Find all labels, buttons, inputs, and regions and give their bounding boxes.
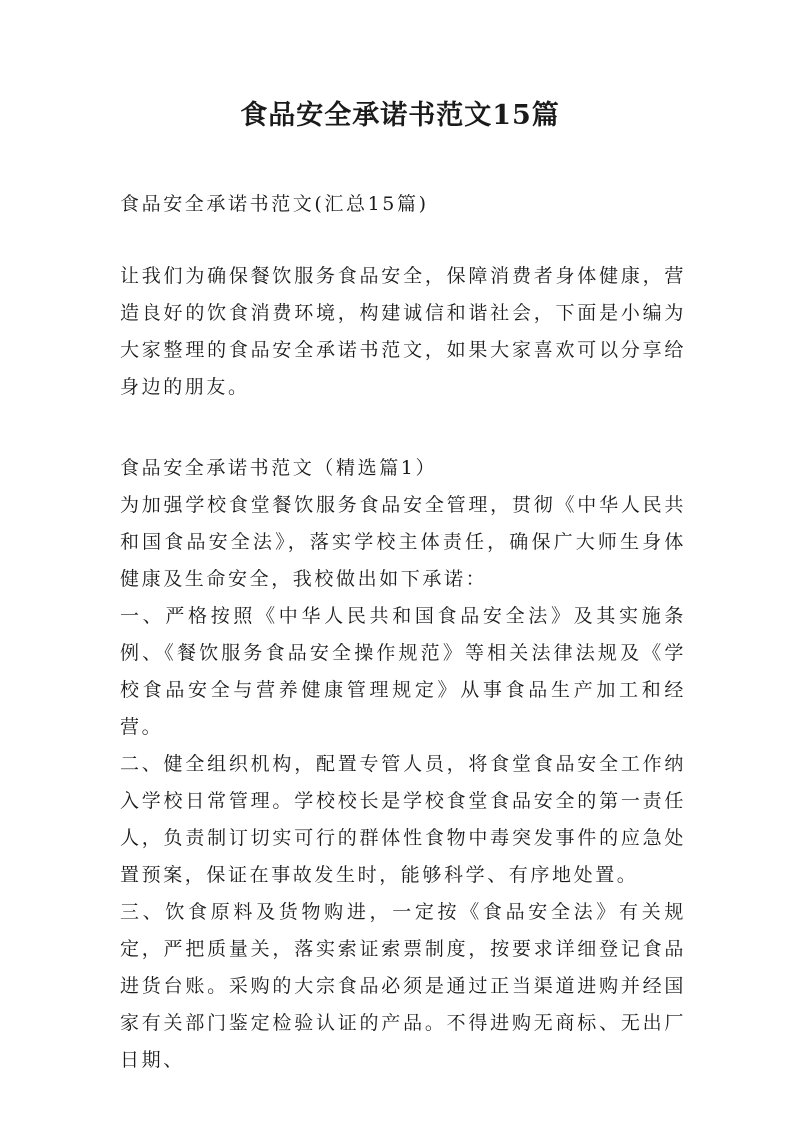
commitment-item-2: 二、健全组织机构，配置专管人员，将食堂食品安全工作纳入学校日常管理。学校校长是学校食堂食品安全的第一责任人，负责制订切实可行的群体性食物中毒突发事件的应急处置预案，保证在事故发生时，能够科学、有序地处置。 xyxy=(120,753,686,886)
document-title: 食品安全承诺书范文15篇 xyxy=(240,100,560,131)
commitment-item-3: 三、饮食原料及货物购进，一定按《食品安全法》有关规定，严把质量关，落实索证索票制度，按要求详细登记食品进货台账。采购的大宗食品必须是通过正当渠道进购并经国家有关部门鉴定检验认证的产品。不得进购无商标、无出厂日期、 xyxy=(120,901,686,1071)
main-section xyxy=(120,450,686,1079)
document-subtitle: 食品安全承诺书范文(汇总15篇) xyxy=(120,193,429,215)
section-heading: 食品安全承诺书范文（精选篇1） xyxy=(120,457,438,479)
intro-paragraph: 让我们为确保餐饮服务食品安全，保障消费者身体健康，营造良好的饮食消费环境，构建诚信和谐社会，下面是小编为大家整理的食品安全承诺书范文，如果大家喜欢可以分享给身边的朋友。 xyxy=(120,265,686,398)
commitment-item-1: 一、严格按照《中华人民共和国食品安全法》及其实施条例、《餐饮服务食品安全操作规范》等相关法律法规及《学校食品安全与营养健康管理规定》从事食品生产加工和经营。 xyxy=(120,605,686,738)
preamble-paragraph: 为加强学校食堂餐饮服务食品安全管理，贯彻《中华人民共和国食品安全法》，落实学校主体责任，确保广大师生身体健康及生命安全，我校做出如下承诺： xyxy=(120,494,686,590)
